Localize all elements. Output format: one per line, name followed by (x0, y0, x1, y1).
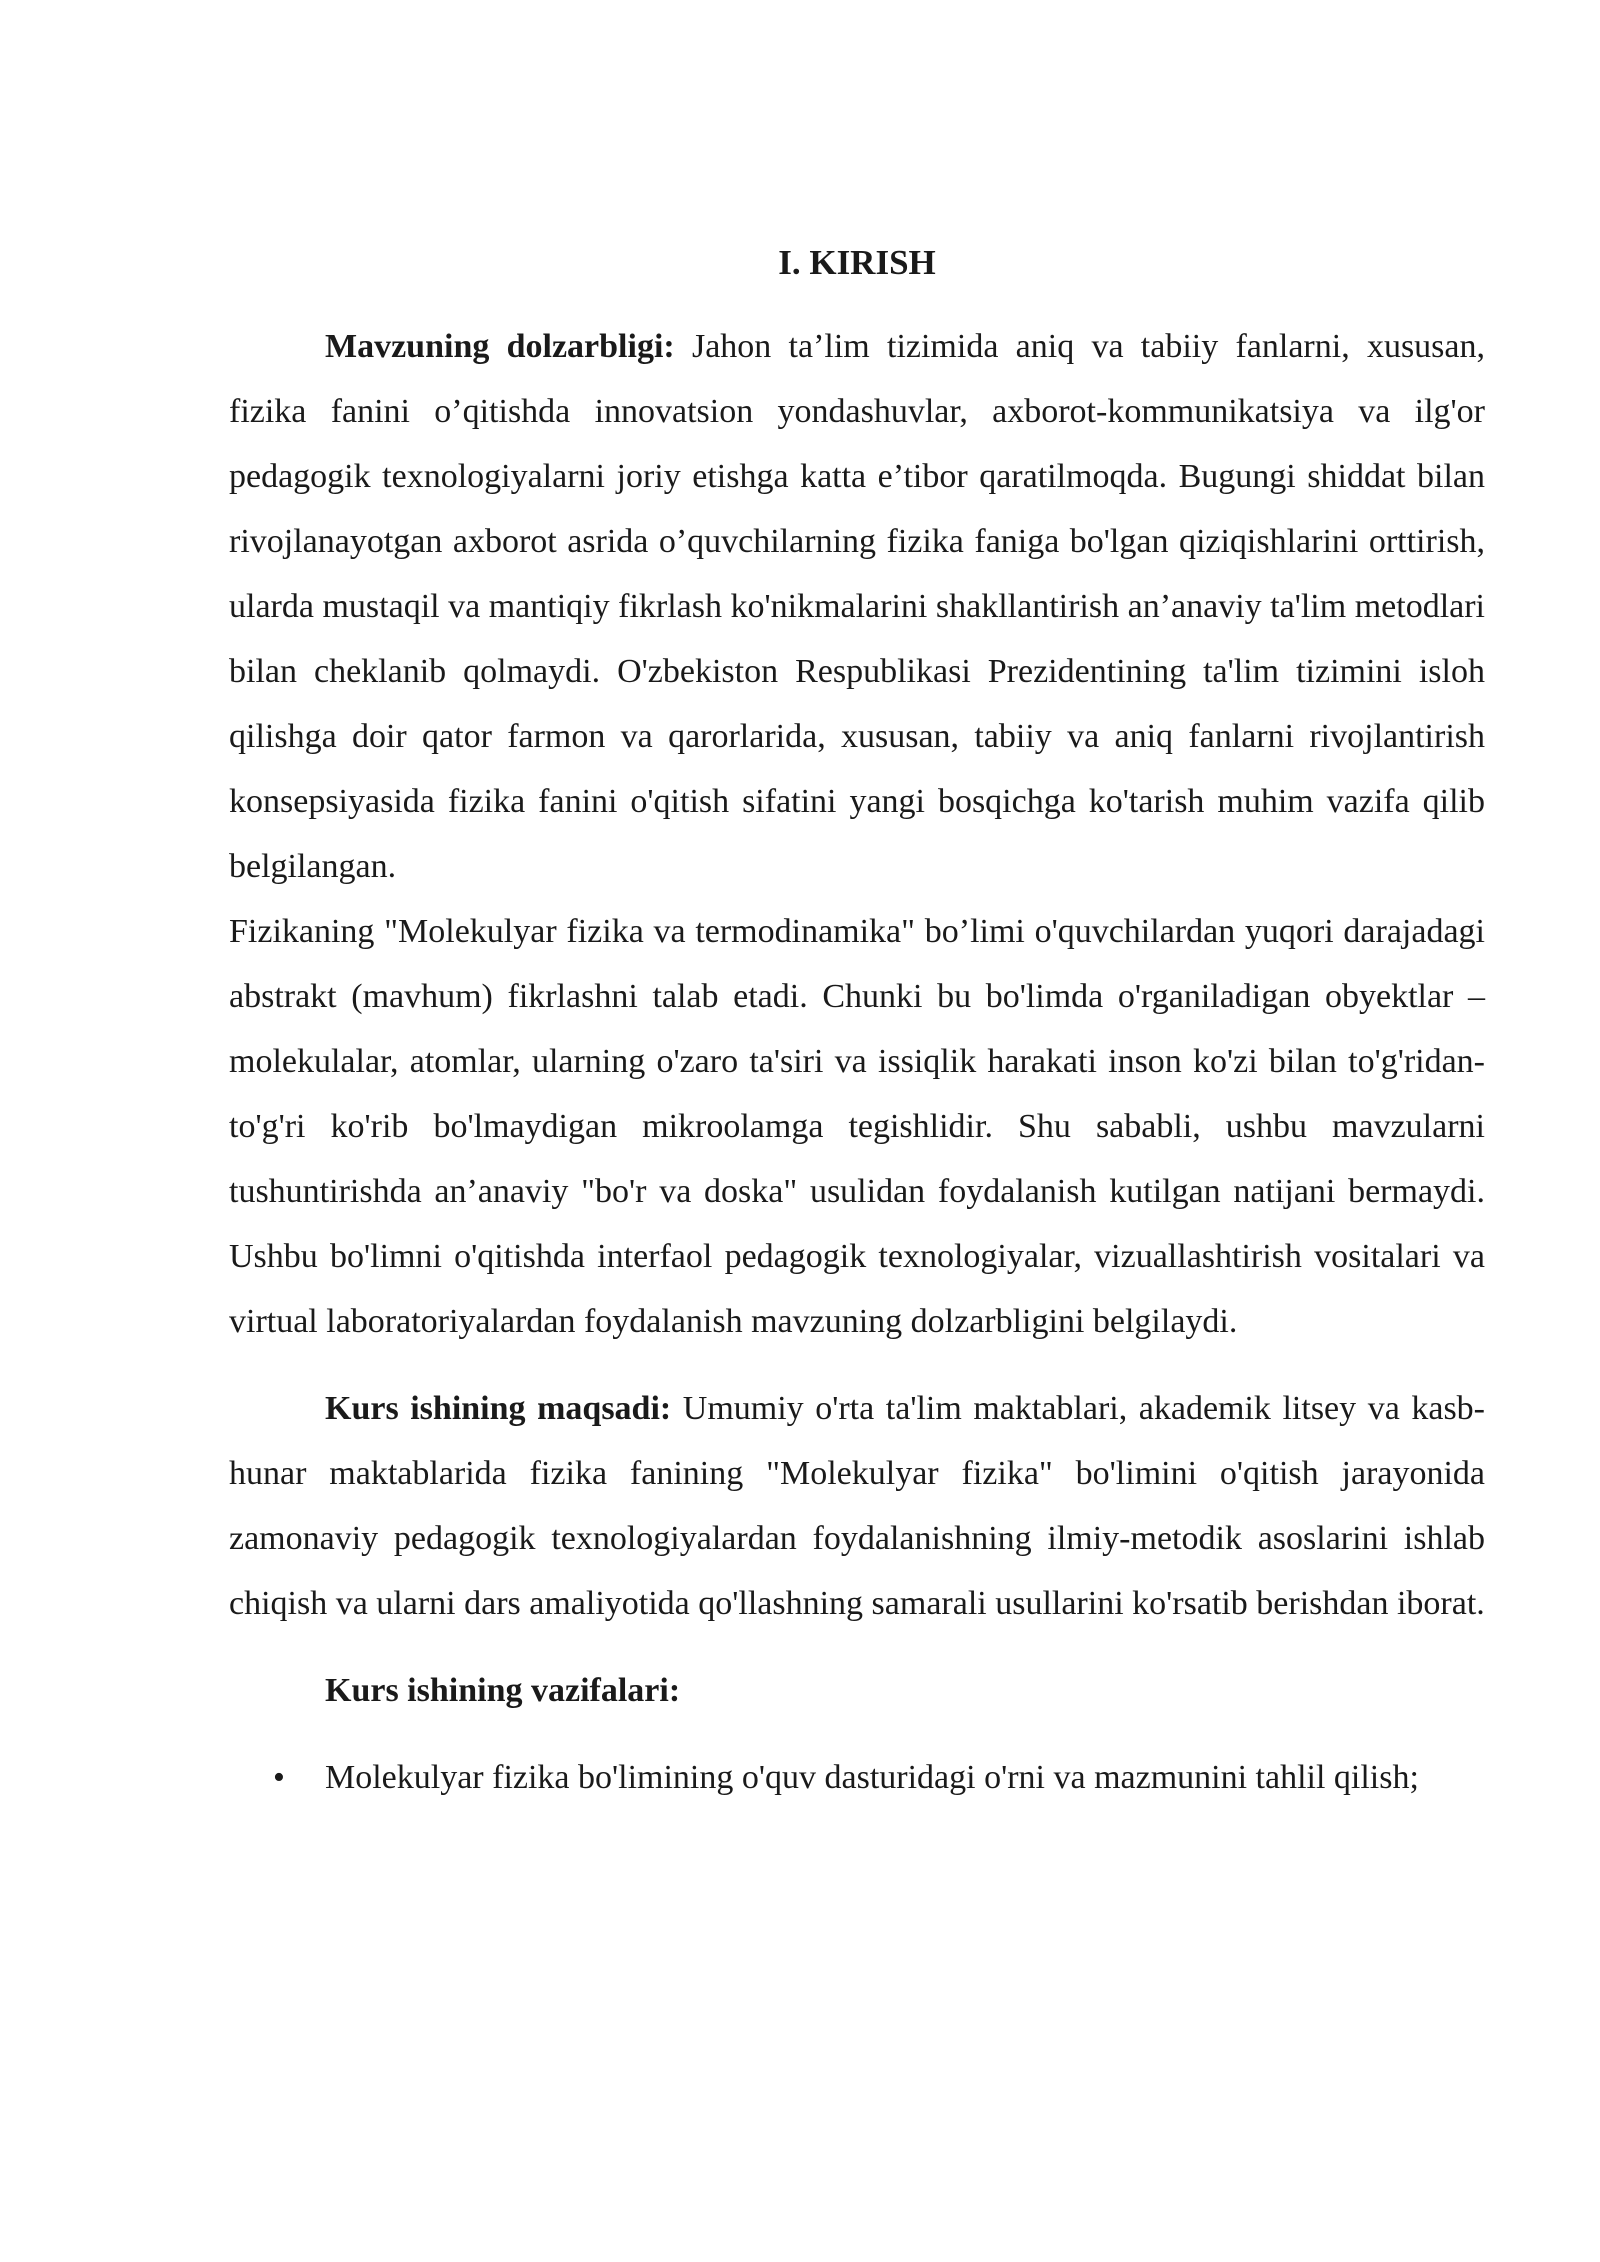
list-item-text: Molekulyar fizika bo'limining o'quv dasturidagi o'rni va mazmunini tahlil qilish; (325, 1759, 1419, 1796)
bullet-icon: • (273, 1759, 285, 1796)
tasks-heading-paragraph (229, 1658, 1485, 1723)
tasks-list (229, 1745, 1485, 1810)
tasks-label: Kurs ishining vazifalari: (325, 1672, 681, 1709)
module-paragraph: Fizikaning "Molekulyar fizika va termodinamika" bo’limi o'quvchilardan yuqori darajadagi abstrakt (mavhum) fikrlashni talab etadi. Chunki bu bo'limda o'rganiladigan obyektlar – molekulalar, atomlar, ularning o'zaro ta'siri va issiqlik harakati inson ko'zi bilan to'g'ridan-to'g'ri ko'rib bo'lmaydigan mikroolamga tegishlidir. Shu sababli, ushbu mavzularni tushuntirishda an’anaviy "bo'r va doska" usulidan foydalanish kutilgan natijani bermaydi. Ushbu bo'limni o'qitishda interfaol pedagogik texnologiyalar, vizuallashtirish vositalari va virtual laboratoriyalardan foydalanish mavzuning dolzarbligini belgilaydi. (229, 913, 1485, 1340)
list-item (273, 1745, 1485, 1810)
goal-paragraph (229, 1376, 1485, 1636)
goal-label: Kurs ishining maqsadi: (325, 1390, 672, 1427)
relevance-paragraph (229, 314, 1485, 899)
relevance-label: Mavzuning dolzarbligi: (325, 328, 675, 365)
document-page (229, 232, 1485, 1810)
goal-text: Umumiy o'rta ta'lim maktablari, akademik litsey va kasb-hunar maktablarida fizika fanining "Molekulyar fizika" bo'limini o'qitish jarayonida zamonaviy pedagogik texnologiyalardan foydalanishning ilmiy-metodik asoslarini ishlab chiqish va ularni dars amaliyotida qo'llashning samarali usullarini ko'rsatib berishdan iborat. (229, 1390, 1485, 1622)
section-heading: I. KIRISH (778, 243, 936, 282)
relevance-text: Jahon ta’lim tizimida aniq va tabiiy fanlarni, xususan, fizika fanini o’qitishda innovatsion yondashuvlar, axborot-kommunikatsiya va ilg'or pedagogik texnologiyalarni joriy etishga katta e’tibor qaratilmoqda. Bugungi shiddat bilan rivojlanayotgan axborot asrida o’quvchilarning fizika faniga bo'lgan qiziqishlarini orttirish, ularda mustaqil va mantiqiy fikrlash ko'nikmalarini shakllantirish an’anaviy ta'lim metodlari bilan cheklanib qolmaydi. O'zbekiston Respublikasi Prezidentining ta'lim tizimini isloh qilishga doir qator farmon va qarorlarida, xususan, tabiiy va aniq fanlarni rivojlantirish konsepsiyasida fizika fanini o'qitish sifatini yangi bosqichga ko'tarish muhim vazifa qilib belgilangan. (229, 328, 1485, 885)
